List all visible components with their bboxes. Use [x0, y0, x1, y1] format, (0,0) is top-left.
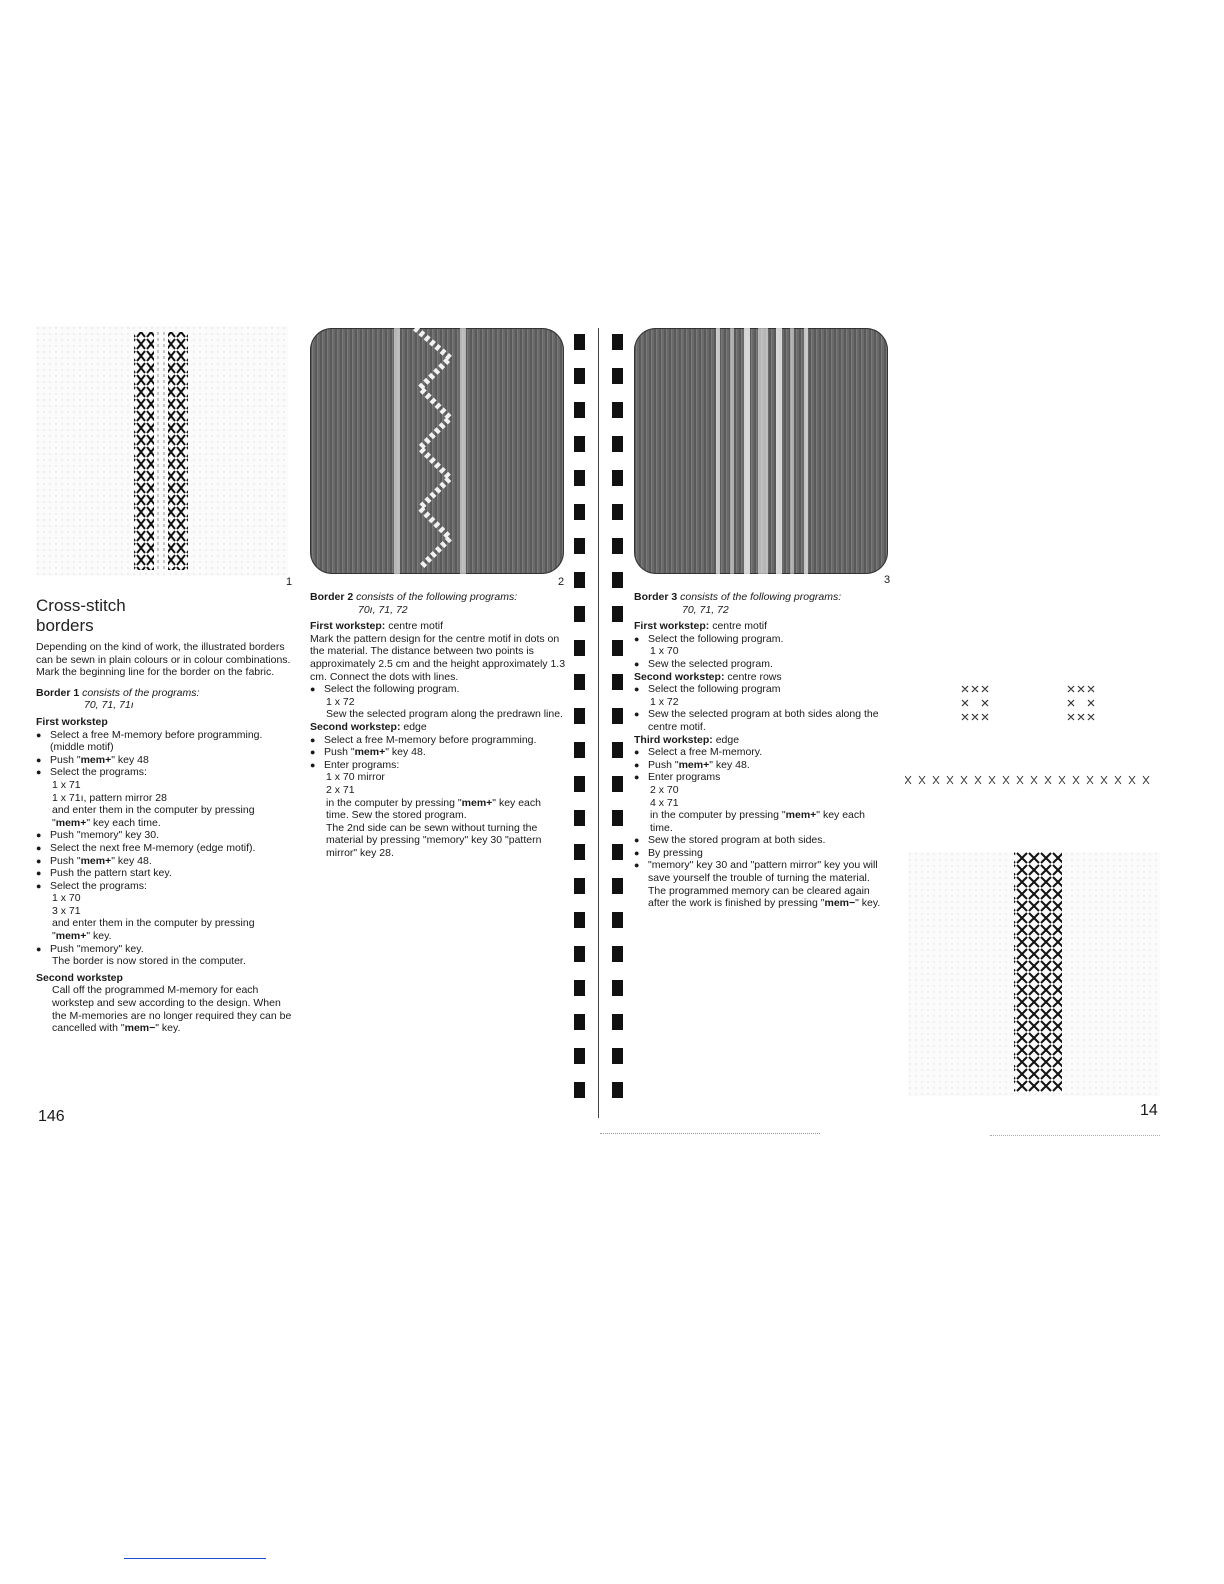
list-item: ● Select a free M-memory. [634, 746, 890, 759]
binding-tooth [612, 504, 623, 520]
binding-tooth [574, 640, 585, 656]
binding-tooth [574, 368, 585, 384]
second-workstep-heading: Second workstep: edge [310, 720, 427, 733]
figure-3-stitch-art [634, 328, 888, 574]
binding-tooth [574, 810, 585, 826]
list-subline: 1 x 70 [650, 645, 679, 658]
figure-cross-stitch-column [908, 852, 1160, 1096]
binding-tooth [612, 946, 623, 962]
binding-tooth [574, 436, 585, 452]
intro-paragraph: Depending on the kind of work, the illustrated borders can be sewn in plain colours or in colour combinations. [36, 641, 291, 666]
mark-paragraph: Mark the beginning line for the border on the fabric. [36, 666, 275, 679]
list-item: ● Select the following program. [310, 683, 566, 696]
figure-3-number: 3 [884, 574, 891, 586]
page-title-line2: borders [36, 616, 94, 635]
list-subline: 1 x 72 [326, 695, 355, 708]
list-subline: "mem+" key. [52, 930, 112, 943]
list-subline: The border is now stored in the computer. [52, 955, 246, 968]
binding-tooth [574, 708, 585, 724]
middle-column-text [310, 591, 566, 859]
binding-tooth [612, 810, 623, 826]
binding-tooth [612, 912, 623, 928]
binding-tooth [612, 402, 623, 418]
list-item: ● Push "mem+" key 48 [36, 754, 292, 767]
footer-scan-line [600, 1133, 820, 1134]
list-item: ● Push the pattern start key. [36, 867, 292, 880]
footer-scan-line-right [990, 1135, 1160, 1136]
list-item: ● Enter programs: [310, 759, 566, 772]
list-item: ● Sew the selected program. [634, 658, 890, 671]
border2-heading: Border 2 consists of the following programs: [310, 591, 518, 603]
list-subline: in the computer by pressing "mem+" key each time. [650, 809, 865, 834]
first-workstep-text: Mark the pattern design for the centre motif in dots on the material. The distance between two points is approximately 2.5 cm and the height approximately 1.3 cm. Connect the dots with lines. [310, 632, 566, 683]
second-workstep-text: Call off the programmed M-memory for each workstep and sew according to the design. When the M-memories are no longer required they can be cancelled with "mem−" key. [52, 984, 292, 1035]
binding-tooth [574, 742, 585, 758]
list-subline: and enter them in the computer by pressing [52, 804, 255, 817]
list-item: ● Push "mem+" key 48. [634, 759, 890, 772]
list-subline: 1 x 70 mirror [326, 771, 385, 784]
list-item: ● Enter programs [634, 771, 890, 784]
binding-tooth [612, 538, 623, 554]
binding-tooth [612, 844, 623, 860]
page-title-line1: Cross-stitch [36, 596, 126, 615]
second-workstep-heading: Second workstep: centre rows [634, 670, 782, 683]
list-item: ● Select the following program [634, 683, 890, 696]
list-item: ● Push "memory" key 30. [36, 829, 292, 842]
second-workstep-heading: Second workstep [36, 971, 123, 984]
first-workstep-heading: First workstep: centre motif [310, 620, 444, 633]
list-item: ● Sew the selected program at both sides along the centre motif. [634, 708, 890, 733]
list-item: ● Push "mem+" key 48. [36, 855, 292, 868]
list-item: ● Select the following program. [634, 633, 890, 646]
border2-programs: 70ı, 71, 72 [358, 603, 408, 616]
binding-tooth [574, 504, 585, 520]
third-workstep-heading: Third workstep: edge [634, 733, 740, 746]
list-item: ● Select the programs: [36, 880, 292, 893]
binding-tooth [612, 1048, 623, 1064]
binding-tooth [612, 1014, 623, 1030]
cross-stitch-column-art [908, 852, 1160, 1096]
border3-programs: 70, 71, 72 [682, 603, 729, 616]
figure-3-photo [634, 328, 888, 574]
binding-tooth [612, 606, 623, 622]
binding-tooth [574, 946, 585, 962]
spiral-binding [572, 328, 630, 1118]
list-item: ● Sew the stored program at both sides. [634, 834, 890, 847]
border1-heading: Border 1 consists of the programs: [36, 686, 200, 699]
binding-tooth [612, 436, 623, 452]
figure-1-number: 1 [286, 576, 293, 588]
binding-tooth [574, 334, 585, 350]
binding-tooth [574, 878, 585, 894]
binding-tooth [612, 742, 623, 758]
binding-tooth [574, 674, 585, 690]
figure-2-photo [310, 328, 564, 574]
list-subline: 1 x 71 [52, 778, 81, 791]
figure-1-cross-stitch-sample [36, 326, 288, 576]
list-subline: 2 x 71 [326, 783, 355, 796]
first-workstep-heading: First workstep [36, 715, 108, 728]
binding-centre-line [598, 328, 599, 1118]
binding-tooth [574, 1082, 585, 1098]
page-number-left: 146 [38, 1108, 65, 1125]
binding-tooth [612, 776, 623, 792]
list-subline: 3 x 71 [52, 904, 81, 917]
binding-tooth [612, 640, 623, 656]
figure-2-stitch-art [310, 328, 564, 574]
cross-stitch-square-motifs [950, 680, 1110, 730]
binding-tooth [612, 708, 623, 724]
list-subline: "mem+" key each time. [52, 816, 161, 829]
border1-programs: 70, 71, 71ı [84, 699, 134, 712]
list-item: ● Select a free M-memory before programming. (middle motif) [36, 729, 292, 754]
binding-tooth [574, 402, 585, 418]
list-subline: in the computer by pressing "mem+" key each time. Sew the stored program. [326, 796, 541, 822]
binding-tooth [612, 980, 623, 996]
cross-stitch-border-line [905, 772, 1157, 788]
list-subline: and enter them in the computer by pressing [52, 917, 255, 930]
border3-heading: Border 3 consists of the following programs: [634, 591, 842, 603]
binding-tooth [612, 334, 623, 350]
binding-tooth [574, 1048, 585, 1064]
list-subline: Sew the selected program along the predrawn line. [326, 708, 563, 721]
figure-2-number: 2 [558, 576, 565, 588]
binding-tooth [612, 368, 623, 384]
list-subline: The 2nd side can be sewn without turning the material by pressing "memory" key 30 "pattern mirror" key 28. [326, 821, 542, 859]
list-subline: 1 x 70 [52, 892, 81, 905]
list-item: ● Select a free M-memory before programming. [310, 734, 566, 747]
bottom-link-underline [124, 1558, 266, 1559]
binding-tooth [574, 470, 585, 486]
list-subline: 4 x 71 [650, 796, 679, 809]
list-item: ● Push "memory" key. [36, 943, 292, 956]
list-item: ● "memory" key 30 and "pattern mirror" key you will save yourself the trouble of turning the material. The programmed memory can be cleared again after the work is finished by pressing "mem−" key. [634, 859, 890, 909]
binding-tooth [574, 776, 585, 792]
binding-tooth [574, 606, 585, 622]
binding-tooth [574, 844, 585, 860]
list-item: ● By pressing [634, 847, 890, 860]
list-item: ● Select the programs: [36, 766, 292, 779]
binding-tooth [574, 572, 585, 588]
binding-tooth [612, 572, 623, 588]
figure-1-stitch-art [36, 326, 288, 576]
binding-tooth [574, 912, 585, 928]
binding-tooth [574, 538, 585, 554]
list-subline: 1 x 71ı, pattern mirror 28 [52, 791, 167, 804]
left-column-text [36, 641, 292, 1035]
binding-tooth [574, 1014, 585, 1030]
binding-tooth [612, 878, 623, 894]
binding-tooth [574, 980, 585, 996]
binding-tooth [612, 470, 623, 486]
list-subline: 1 x 72 [650, 695, 679, 708]
binding-tooth [612, 674, 623, 690]
page-number-right: 14 [1140, 1102, 1158, 1119]
right-column-text [634, 591, 890, 910]
first-workstep-heading: First workstep: centre motif [634, 620, 768, 633]
list-item: ● Push "mem+" key 48. [310, 746, 566, 759]
list-subline: 2 x 70 [650, 783, 679, 796]
list-item: ● Select the next free M-memory (edge motif). [36, 842, 292, 855]
binding-tooth [612, 1082, 623, 1098]
